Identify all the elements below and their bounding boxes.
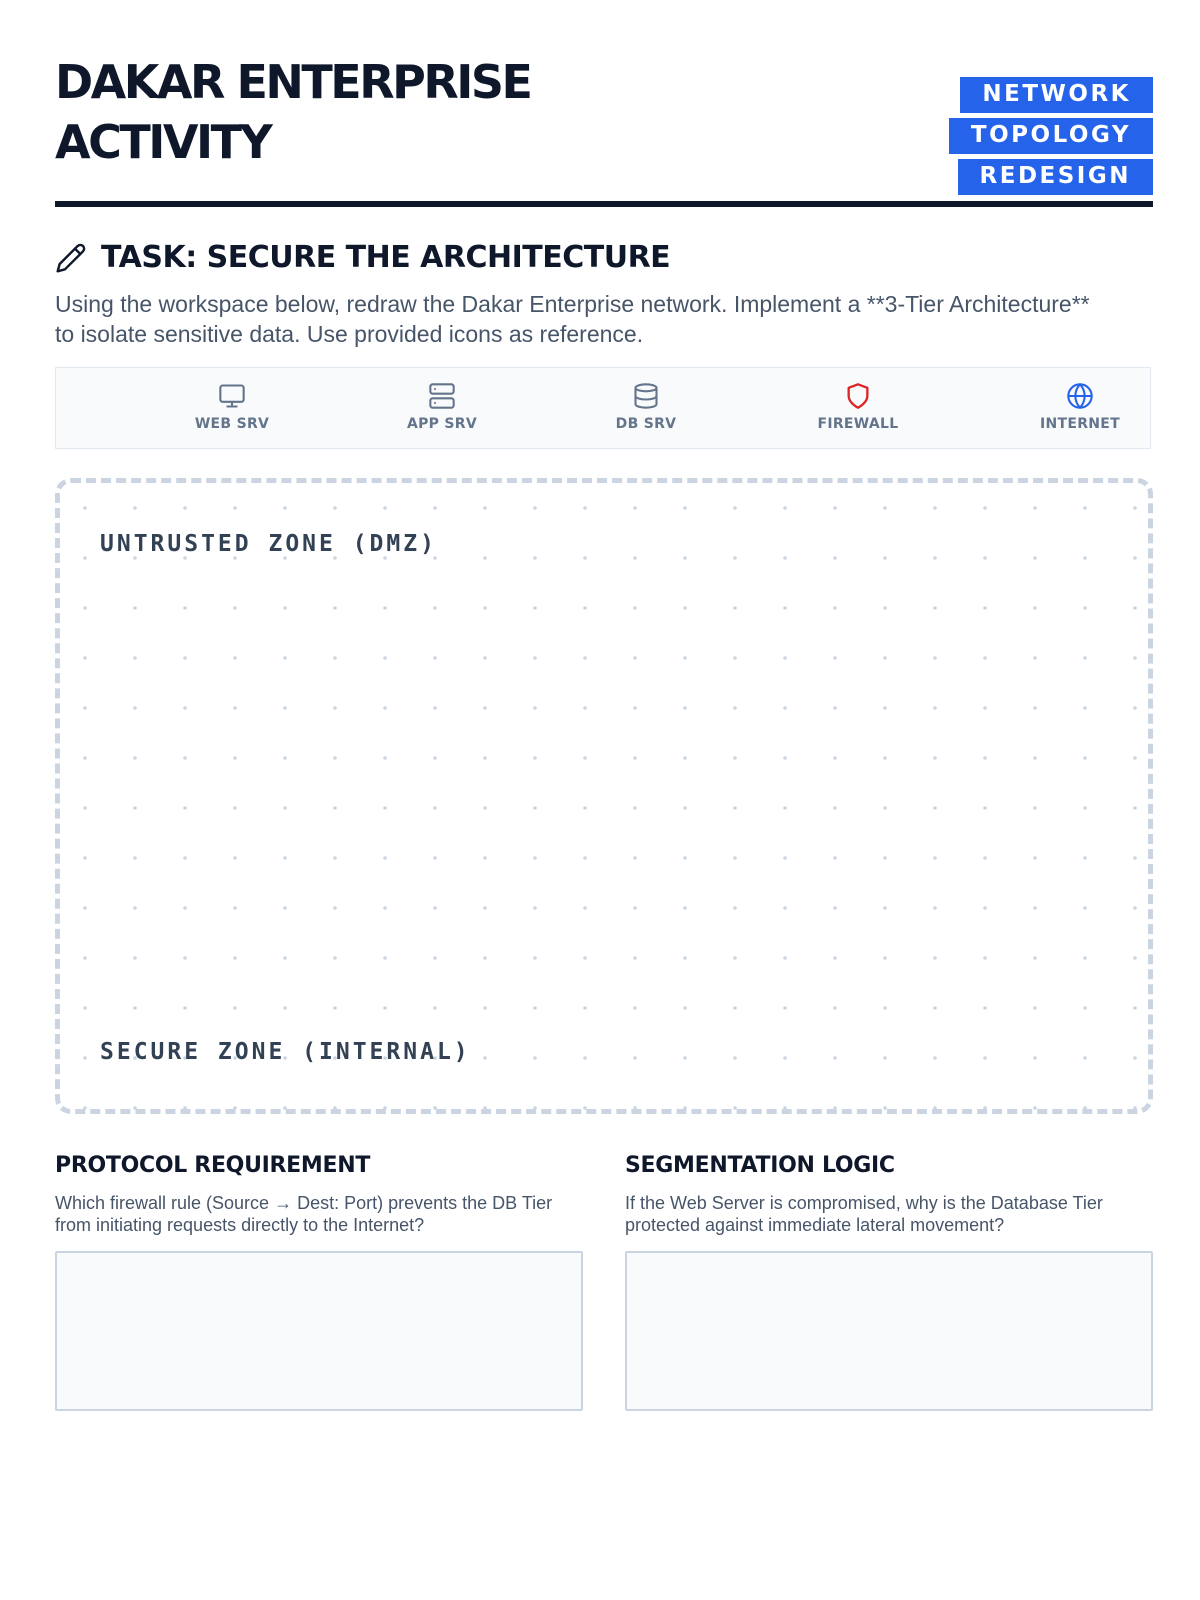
- title-line-1: DAKAR ENTERPRISE: [55, 55, 531, 109]
- topic-badge-text: NETWORK TOPOLOGY REDESIGN: [949, 77, 1153, 195]
- pencil-icon: [55, 242, 87, 274]
- legend-item-web-srv: [162, 382, 302, 432]
- legend-label: APP SRV: [406, 416, 478, 432]
- topic-badge: [823, 74, 1153, 197]
- globe-icon: [1066, 382, 1094, 410]
- drawing-workspace[interactable]: [55, 478, 1153, 1114]
- header-divider: [55, 201, 1153, 207]
- question-title: SEGMENTATION LOGIC: [625, 1153, 895, 1178]
- secure-zone-label: SECURE ZONE (INTERNAL): [100, 1039, 471, 1065]
- question-text: If the Web Server is compromised, why is the Database Tier protected against immediate lateral movement?: [625, 1193, 1103, 1235]
- worksheet-page: [55, 0, 1153, 1235]
- task-title: TASK: SECURE THE ARCHITECTURE: [101, 240, 671, 275]
- question-text: Which firewall rule (Source → Dest: Port) prevents the DB Tier from initiating requests directly to the Internet?: [55, 1193, 553, 1235]
- task-description: Using the workspace below, redraw the Dakar Enterprise network. Implement a **3-Tier Architecture** to isolate sensitive data. Use provided icons as reference.: [55, 291, 1090, 347]
- page-header: [55, 0, 1153, 208]
- server-icon: [428, 382, 456, 410]
- legend-label: FIREWALL: [817, 416, 899, 432]
- legend-item-db-srv: [576, 382, 716, 432]
- database-icon: [632, 382, 660, 410]
- question-title: PROTOCOL REQUIREMENT: [55, 1153, 371, 1178]
- shield-icon: [844, 382, 872, 410]
- answer-box-protocol[interactable]: [55, 1251, 583, 1411]
- legend-label: INTERNET: [1039, 416, 1121, 432]
- legend-label: DB SRV: [615, 416, 677, 432]
- page-title: [55, 52, 530, 172]
- icon-legend: [55, 367, 1151, 449]
- legend-item-app-srv: [372, 382, 512, 432]
- legend-item-firewall: [788, 382, 928, 432]
- task-heading: [55, 240, 670, 275]
- monitor-icon: [218, 382, 246, 410]
- question-protocol: [55, 1153, 583, 1236]
- legend-item-internet: [1010, 382, 1150, 432]
- untrusted-zone-label: UNTRUSTED ZONE (DMZ): [100, 531, 437, 557]
- question-segmentation: [625, 1153, 1153, 1236]
- legend-label: WEB SRV: [194, 416, 270, 432]
- answer-box-segmentation[interactable]: [625, 1251, 1153, 1411]
- title-line-2: ACTIVITY: [55, 115, 271, 169]
